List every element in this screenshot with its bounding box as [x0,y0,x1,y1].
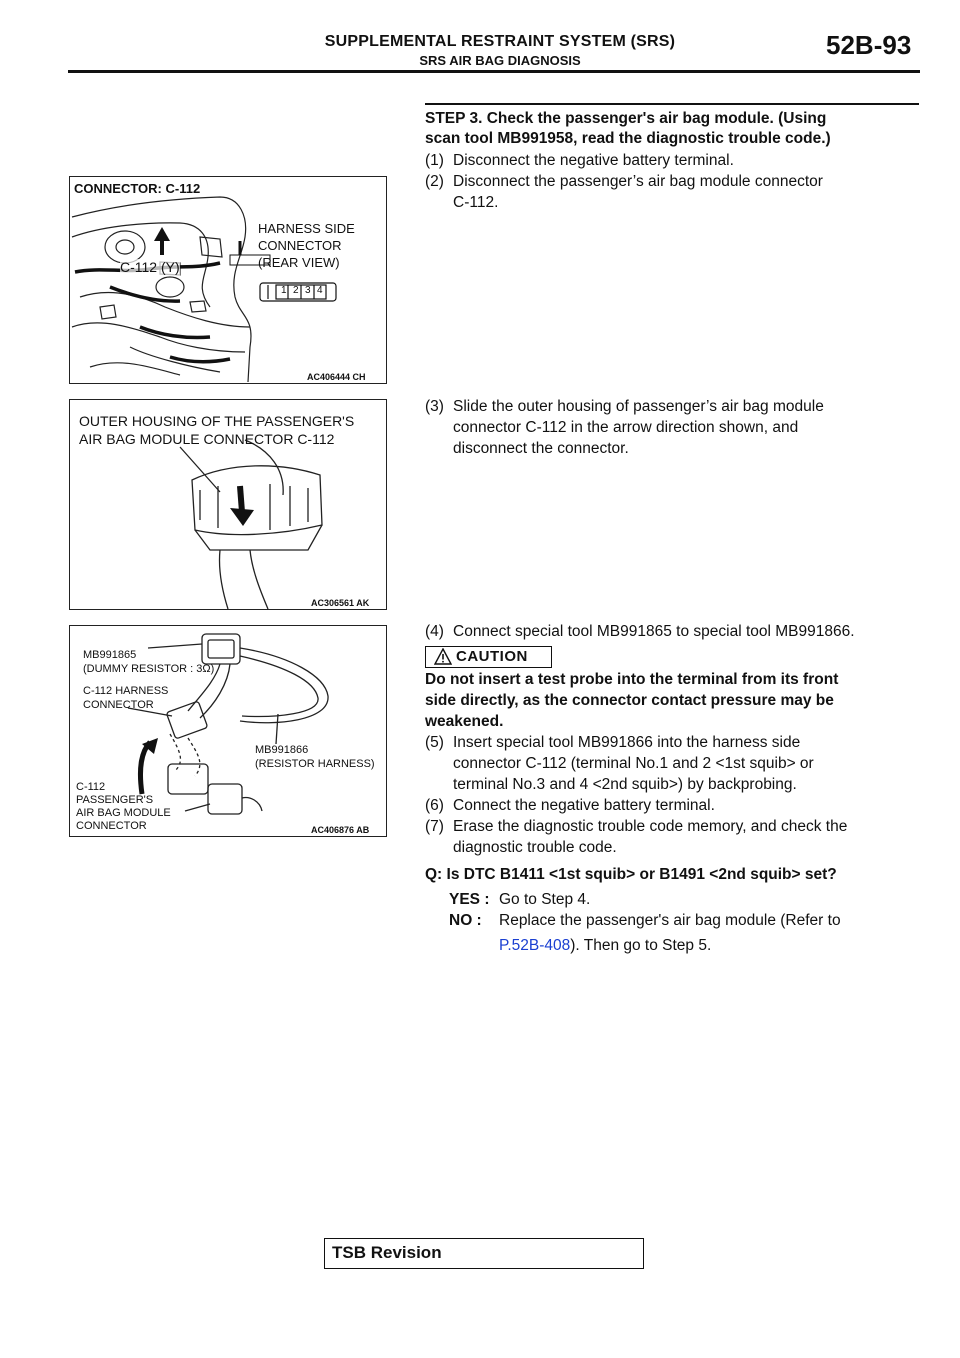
figure3-module-line3: AIR BAG MODULE [76,807,171,819]
figure-outer-housing [69,399,387,610]
caution-text-line2: side directly, as the connector contact pressure may be [425,692,834,709]
item-text: terminal No.3 and 4 <2nd squib>) by backprobing. [453,776,797,793]
no-key: NO : [449,912,482,929]
figure3-module-line2: PASSENGER'S [76,794,154,806]
procedure-item-5 [425,732,920,795]
item-text: connector C-112 in the arrow direction shown, and [453,419,799,436]
caution-text-line1: Do not insert a test probe into the terminal from its front [425,671,839,688]
procedure-item-1 [425,150,920,171]
pin-2: 2 [293,285,299,296]
item-text: Disconnect the passenger’s air bag module connector [453,173,823,190]
caution-box [425,646,552,668]
pin-4: 4 [317,285,323,296]
no-text-line2 [499,935,711,956]
item-number: (1) [425,152,444,169]
tsb-revision-label: TSB Revision [332,1243,442,1262]
item-text: Disconnect the negative battery terminal. [453,152,734,169]
procedure-item-6 [425,795,920,816]
pin-1: 1 [281,285,287,296]
item-text: C-112. [453,194,499,211]
item-number: (2) [425,173,444,190]
no-text-line1: Replace the passenger's air bag module (Refer to [499,912,841,929]
item-text: disconnect the connector. [453,440,629,457]
figure1-label-line3: (REAR VIEW) [258,255,340,270]
section-title: SUPPLEMENTAL RESTRAINT SYSTEM (SRS) [324,33,676,50]
figure3-mb991865-line2: (DUMMY RESISTOR : 3Ω) [83,663,215,675]
item-text: Erase the diagnostic trouble code memory, and check the [453,818,848,835]
figure3-mb991866-line1: MB991866 [255,744,309,756]
yes-key: YES : [449,891,490,908]
procedure-item-7 [425,816,920,858]
no-text-tail: ). Then go to Step 5. [570,937,712,954]
figure3-code: AC406876 AB [311,825,370,835]
procedure-item-3 [425,396,920,459]
item-number: (3) [425,398,444,415]
item-number: (6) [425,797,444,814]
item-text: Connect special tool MB991865 to special tool MB991866. [453,623,855,640]
figure3-harness-line1: C-112 HARNESS [83,685,169,697]
pin-3: 3 [305,285,311,296]
caution-label: CAUTION [456,648,528,665]
warning-icon [434,648,452,665]
step-title-line1: STEP 3. Check the passenger's air bag module. (Using [425,110,827,127]
item-text: connector C-112 (terminal No.1 and 2 <1st squib> or [453,755,814,772]
item-number: (5) [425,734,444,751]
figure3-mb991865-line1: MB991865 [83,649,137,661]
procedure-item-2 [425,171,920,213]
figure2-label-line2: AIR BAG MODULE CONNECTOR C-112 [79,431,335,447]
figure3-module-line1: C-112 [76,781,106,793]
question-text: Q: Is DTC B1411 <1st squib> or B1491 <2nd squib> set? [425,866,837,883]
step-title-line2: scan tool MB991958, read the diagnostic trouble code.) [425,130,831,147]
yes-text: Go to Step 4. [499,891,591,908]
figure3-module-line4: CONNECTOR [76,820,147,832]
answer-no [425,910,920,960]
item-number: (7) [425,818,444,835]
figure1-label-line1: HARNESS SIDE [258,221,355,236]
figure2-label-line1: OUTER HOUSING OF THE PASSENGER'S [79,413,355,429]
connector-callout: C-112 (Y) [120,259,180,275]
page-number: 52B-93 [826,30,912,60]
figure1-label-line2: CONNECTOR [258,238,342,253]
reference-link[interactable]: P.52B-408 [499,937,571,954]
item-number: (4) [425,623,444,640]
dashboard-illustration [70,177,386,383]
section-subtitle: SRS AIR BAG DIAGNOSIS [419,53,581,68]
item-text: Insert special tool MB991866 into the harness side [453,734,801,751]
tsb-revision-box [324,1238,644,1269]
header-rule [68,70,920,73]
caution-text-line3: weakened. [425,713,504,730]
figure1-code: AC406444 CH [307,372,366,382]
figure2-code: AC306561 AK [311,598,370,608]
procedure-item-4 [425,621,920,642]
item-text: diagnostic trouble code. [453,839,617,856]
figure-connector-c112 [69,176,387,384]
item-text: Slide the outer housing of passenger’s air bag module [453,398,824,415]
figure3-harness-line2: CONNECTOR [83,699,154,711]
figure1-title: CONNECTOR: C-112 [74,181,201,196]
item-text: Connect the negative battery terminal. [453,797,715,814]
figure-special-tools [69,625,387,837]
step-rule [425,103,919,105]
answer-yes [425,889,920,910]
figure3-mb991866-line2: (RESISTOR HARNESS) [255,758,375,770]
